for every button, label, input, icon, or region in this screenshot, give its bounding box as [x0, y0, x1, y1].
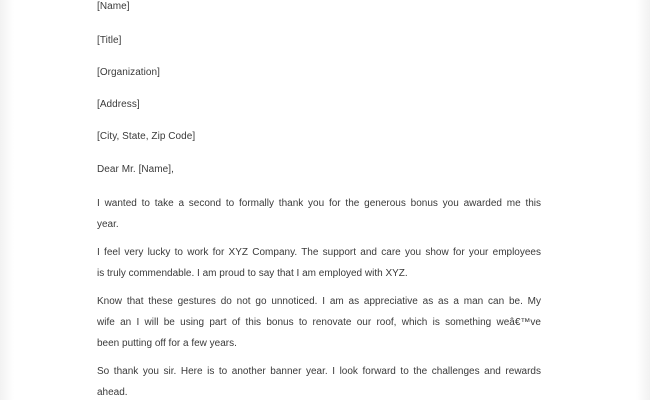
paragraph-line: I wanted to take a second to formally thank you for the generous bonus you awarded me this [97, 198, 541, 209]
paragraph-1 [97, 193, 541, 235]
paragraph-line: been putting off for a few years. [97, 338, 237, 349]
paragraph-line: is truly commendable. I am proud to say that I am employed with XYZ. [97, 268, 408, 279]
left-edge-shade [0, 0, 14, 400]
recipient-address: [Address] [97, 99, 140, 110]
recipient-city-state-zip: [City, State, Zip Code] [97, 131, 196, 142]
paragraph-3 [97, 291, 541, 354]
paragraph-line: ahead. [97, 387, 128, 398]
salutation: Dear Mr. [Name], [97, 164, 174, 175]
paragraph-line: So thank you sir. Here is to another banner year. I look forward to the challenges and rewards [97, 366, 541, 377]
paragraph-line: wife an I will be using part of this bonus to renovate our roof, which is something weâ€™ve [97, 317, 541, 328]
paragraph-line: year. [97, 219, 119, 230]
paragraph-4 [97, 361, 541, 400]
recipient-organization: [Organization] [97, 67, 160, 78]
paragraph-line: I feel very lucky to work for XYZ Company. The support and care you show for your employees [97, 247, 541, 258]
paragraph-2 [97, 242, 541, 284]
recipient-title: [Title] [97, 35, 122, 46]
right-edge-shade [636, 0, 650, 400]
recipient-name: [Name] [97, 1, 130, 12]
paragraph-line: Know that these gestures do not go unnoticed. I am as appreciative as as a man can be. My [97, 296, 541, 307]
